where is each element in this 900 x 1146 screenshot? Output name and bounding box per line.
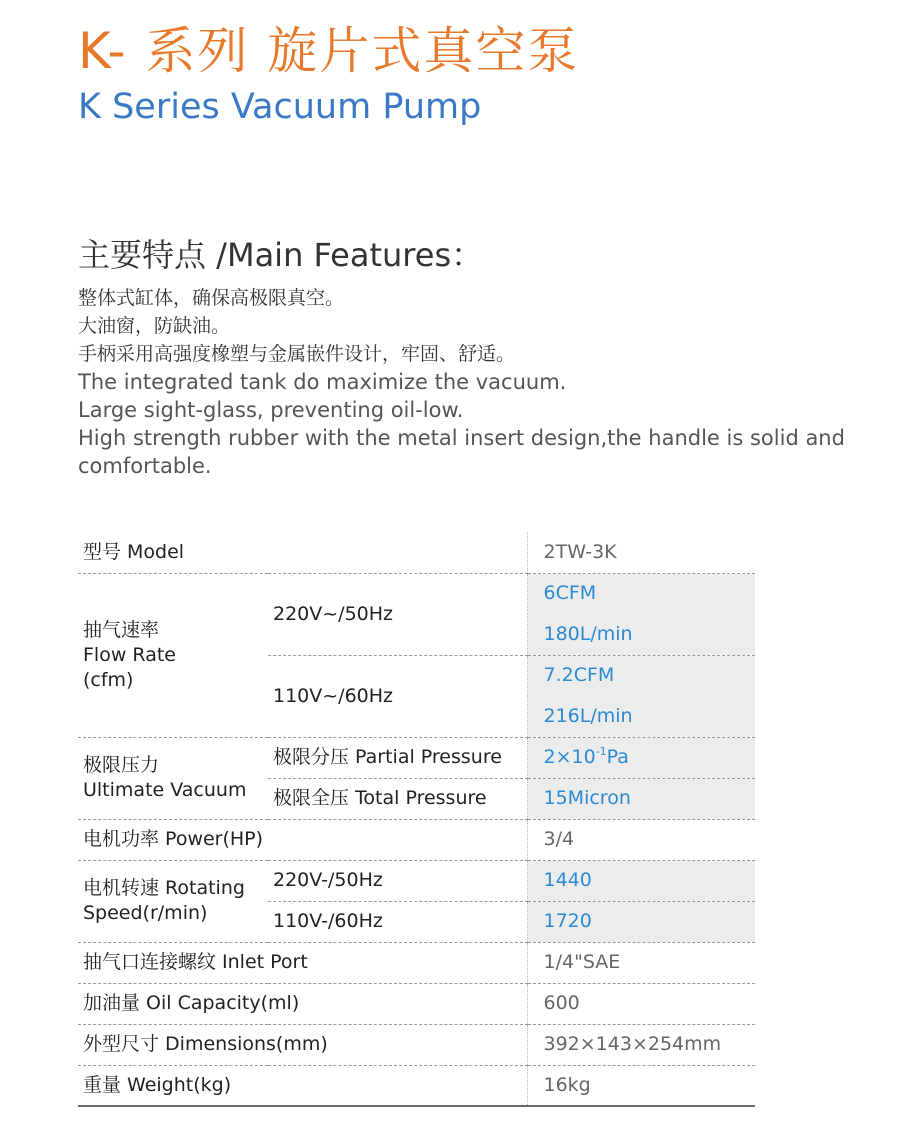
- spec-table: [78, 532, 755, 1107]
- flow-220v-label: 220V~/50Hz: [268, 573, 527, 655]
- ultimate-vacuum-label-cn: 极限压力: [83, 754, 160, 776]
- weight-value: 16kg: [527, 1065, 755, 1106]
- partial-pressure-base: 2×10: [543, 746, 596, 768]
- spec-row-model: [78, 532, 755, 573]
- flow-110v-lpm: 216L/min: [527, 696, 755, 737]
- model-label: 型号 Model: [78, 532, 527, 573]
- features-heading: 主要特点 /Main Features：: [78, 236, 484, 274]
- flow-rate-unit: (cfm): [83, 668, 134, 691]
- flow-110v-cfm: 7.2CFM: [527, 655, 755, 696]
- ultimate-vacuum-label: [78, 737, 268, 819]
- power-label: 电机功率 Power(HP): [78, 819, 527, 860]
- oil-capacity-label: 加油量 Oil Capacity(ml): [78, 983, 527, 1024]
- feature-en-1: The integrated tank do maximize the vacuum.: [78, 370, 567, 394]
- partial-pressure-value: [527, 737, 755, 778]
- model-value: 2TW-3K: [527, 532, 755, 573]
- dimensions-value: 392×143×254mm: [527, 1024, 755, 1065]
- spec-row-flow-220-cfm: [78, 573, 755, 614]
- feature-cn-2: 大油窗，防缺油。: [78, 315, 231, 337]
- oil-capacity-value: 600: [527, 983, 755, 1024]
- flow-220v-lpm: 180L/min: [527, 614, 755, 655]
- inlet-port-label: 抽气口连接螺纹 Inlet Port: [78, 942, 527, 983]
- spec-row-inlet: [78, 942, 755, 983]
- spec-row-oil: [78, 983, 755, 1024]
- title-chinese: K- 系列 旋片式真空泵: [78, 22, 580, 80]
- total-pressure-value: 15Micron: [527, 778, 755, 819]
- speed-220v-label: 220V-/50Hz: [268, 860, 527, 901]
- feature-cn-1: 整体式缸体，确保高极限真空。: [78, 287, 345, 309]
- dimensions-label: 外型尺寸 Dimensions(mm): [78, 1024, 527, 1065]
- power-value: 3/4: [527, 819, 755, 860]
- ultimate-vacuum-label-en: Ultimate Vacuum: [83, 779, 247, 801]
- partial-pressure-unit: Pa: [606, 746, 629, 768]
- rotating-speed-label-line1: 电机转速 Rotating: [83, 877, 245, 899]
- flow-110v-label: 110V~/60Hz: [268, 655, 527, 737]
- spec-row-speed-220: [78, 860, 755, 901]
- feature-en-2: Large sight-glass, preventing oil-low.: [78, 398, 464, 422]
- flow-rate-label: [78, 573, 268, 737]
- inlet-port-value: 1/4"SAE: [527, 942, 755, 983]
- flow-220v-cfm: 6CFM: [527, 573, 755, 614]
- spec-row-partial-pressure: [78, 737, 755, 778]
- rotating-speed-label-line2: Speed(r/min): [83, 902, 208, 924]
- feature-cn-3: 手柄采用高强度橡塑与金属嵌件设计，牢固、舒适。: [78, 343, 516, 365]
- spec-row-power: [78, 819, 755, 860]
- flow-rate-label-cn: 抽气速率: [83, 618, 160, 641]
- speed-220v-value: 1440: [527, 860, 755, 901]
- flow-rate-label-en: Flow Rate: [83, 643, 176, 666]
- rotating-speed-label: [78, 860, 268, 942]
- total-pressure-label: 极限全压 Total Pressure: [268, 778, 527, 819]
- title-english: K Series Vacuum Pump: [78, 87, 482, 127]
- weight-label: 重量 Weight(kg): [78, 1065, 527, 1106]
- partial-pressure-label: 极限分压 Partial Pressure: [268, 737, 527, 778]
- speed-110v-value: 1720: [527, 901, 755, 942]
- spec-row-dimensions: [78, 1024, 755, 1065]
- partial-pressure-exponent: -1: [595, 745, 607, 758]
- spec-row-weight: [78, 1065, 755, 1106]
- feature-en-3: High strength rubber with the metal insert design,the handle is solid and comfortable.: [78, 426, 845, 478]
- features-list: [78, 284, 878, 480]
- speed-110v-label: 110V-/60Hz: [268, 901, 527, 942]
